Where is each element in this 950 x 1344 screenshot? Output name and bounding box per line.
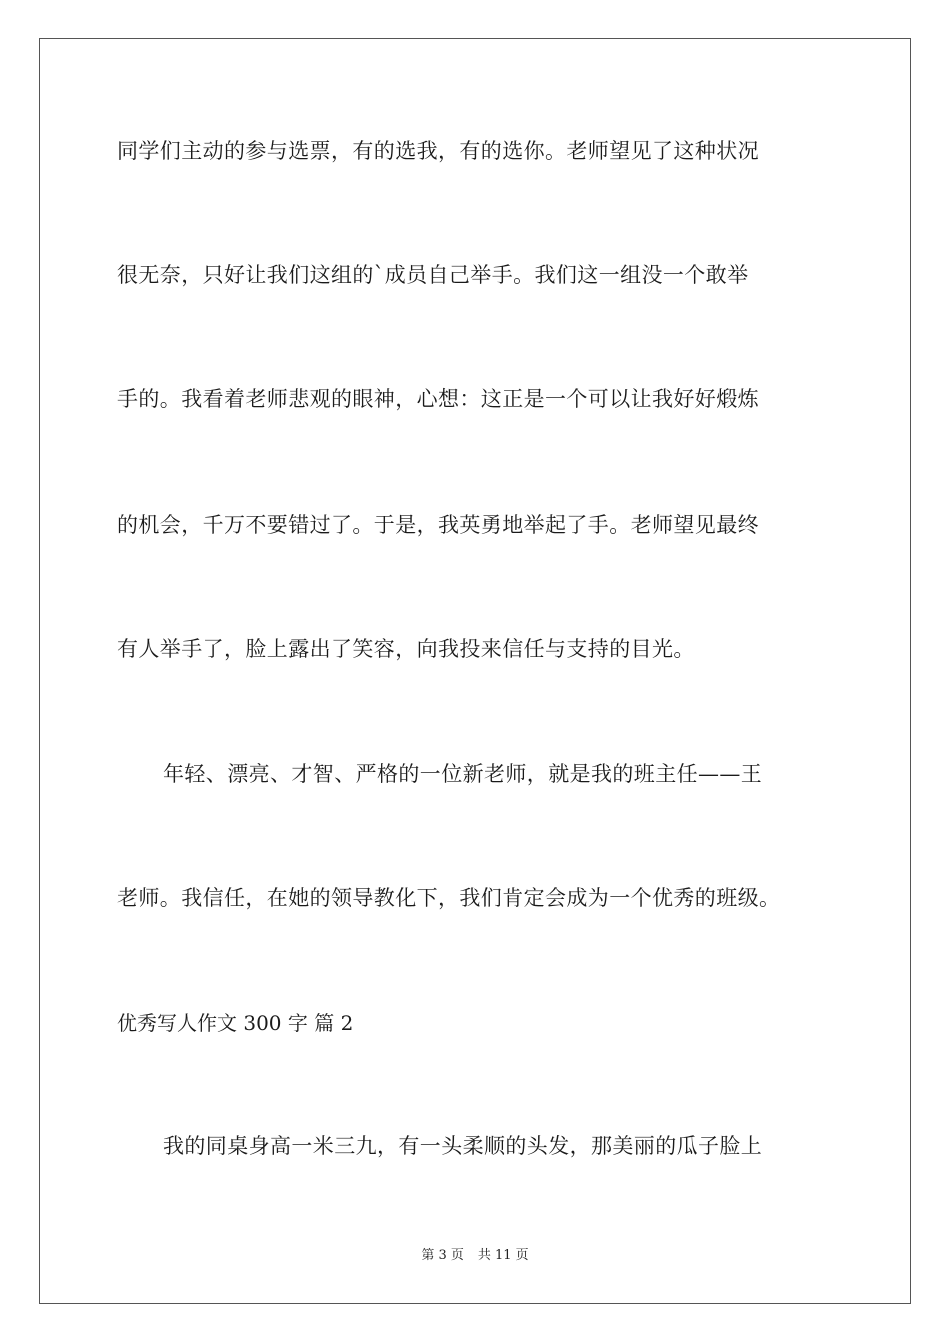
paragraph-1-line-4: 的机会，千万不要错过了。于是，我英勇地举起了手。老师望见最终	[117, 513, 759, 537]
paragraph-2-line-1: 年轻、漂亮、才智、严格的一位新老师，就是我的班主任——王	[163, 762, 763, 786]
paragraph-1-line-3: 手的。我看着老师悲观的眼神，心想：这正是一个可以让我好好煅炼	[117, 387, 759, 411]
paragraph-1-line-1: 同学们主动的参与选票，有的选我，有的选你。老师望见了这种状况	[117, 139, 759, 163]
paragraph-1-line-2: 很无奈，只好让我们这组的`成员自己举手。我们这一组没一个敢举	[117, 263, 749, 287]
paragraph-1-line-5: 有人举手了，脸上露出了笑容，向我投来信任与支持的目光。	[117, 637, 695, 661]
section-heading: 优秀写人作文 300 字 篇 2	[117, 1011, 354, 1035]
page-border	[39, 38, 911, 1304]
page-number: 第 3 页	[421, 1248, 464, 1263]
page-footer	[0, 1248, 950, 1264]
paragraph-2-line-2: 老师。我信任，在她的领导教化下，我们肯定会成为一个优秀的班级。	[117, 886, 781, 910]
paragraph-3-line-1: 我的同桌身高一米三九，有一头柔顺的头发，那美丽的瓜子脸上	[163, 1134, 763, 1158]
page-total: 共 11 页	[477, 1248, 529, 1263]
